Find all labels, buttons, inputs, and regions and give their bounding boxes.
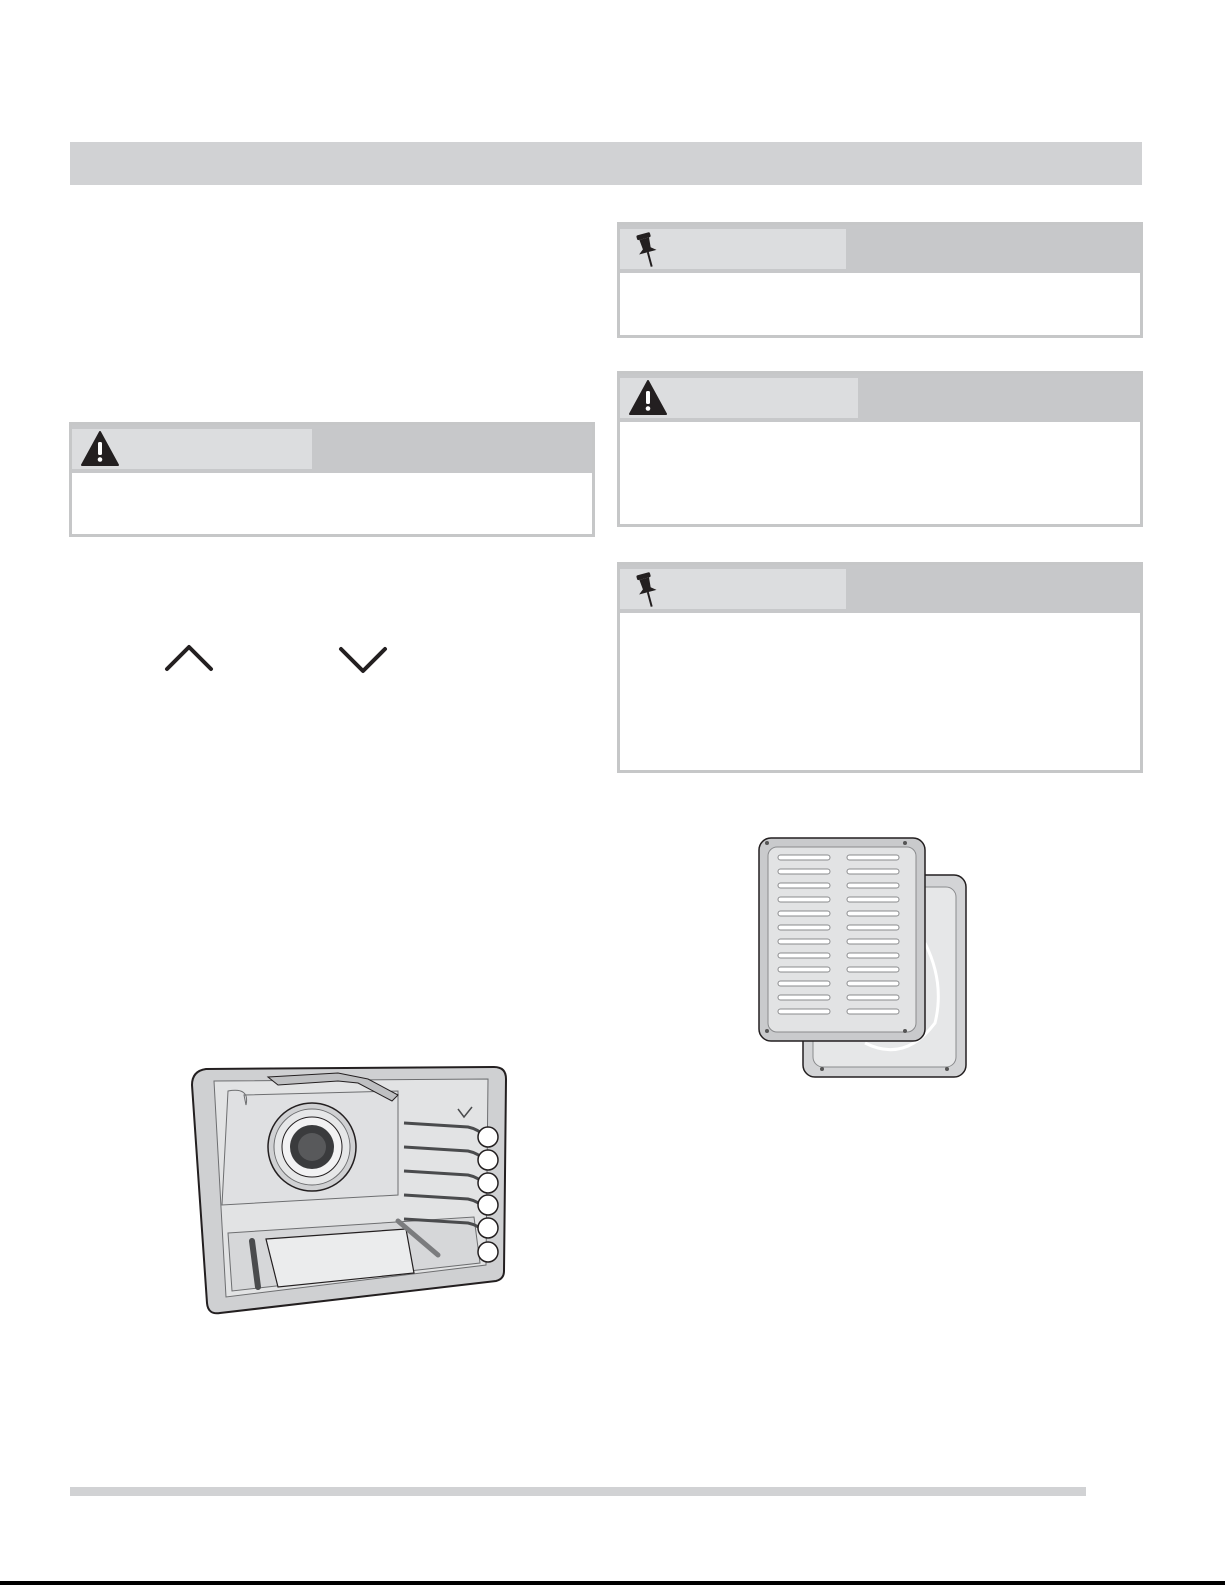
section-title-bar: [70, 142, 1142, 185]
pushpin-icon: [628, 569, 668, 609]
warning-triangle-icon: [628, 378, 668, 418]
pushpin-icon: [628, 229, 668, 269]
rack-position-marker: [478, 1195, 498, 1215]
intro-text: [70, 205, 595, 405]
note-callout-1: [617, 222, 1143, 338]
warning-callout-right: [617, 371, 1143, 527]
note-callout-2: [617, 562, 1143, 773]
page-bottom-edge: [0, 1581, 1225, 1585]
chevron-down-icon: [337, 643, 389, 677]
broiler-pan-illustration: [755, 835, 970, 1080]
rack-position-marker: [478, 1150, 498, 1170]
warning-callout: [69, 422, 595, 537]
rack-position-marker: [478, 1173, 498, 1193]
rack-position-marker: [478, 1242, 498, 1262]
footer-bar: [70, 1487, 1086, 1496]
rack-position-marker: [478, 1218, 498, 1238]
oven-interior-illustration: [188, 1065, 508, 1317]
warning-triangle-icon: [80, 429, 120, 469]
chevron-up-icon: [163, 641, 215, 675]
rack-position-marker: [478, 1127, 498, 1147]
